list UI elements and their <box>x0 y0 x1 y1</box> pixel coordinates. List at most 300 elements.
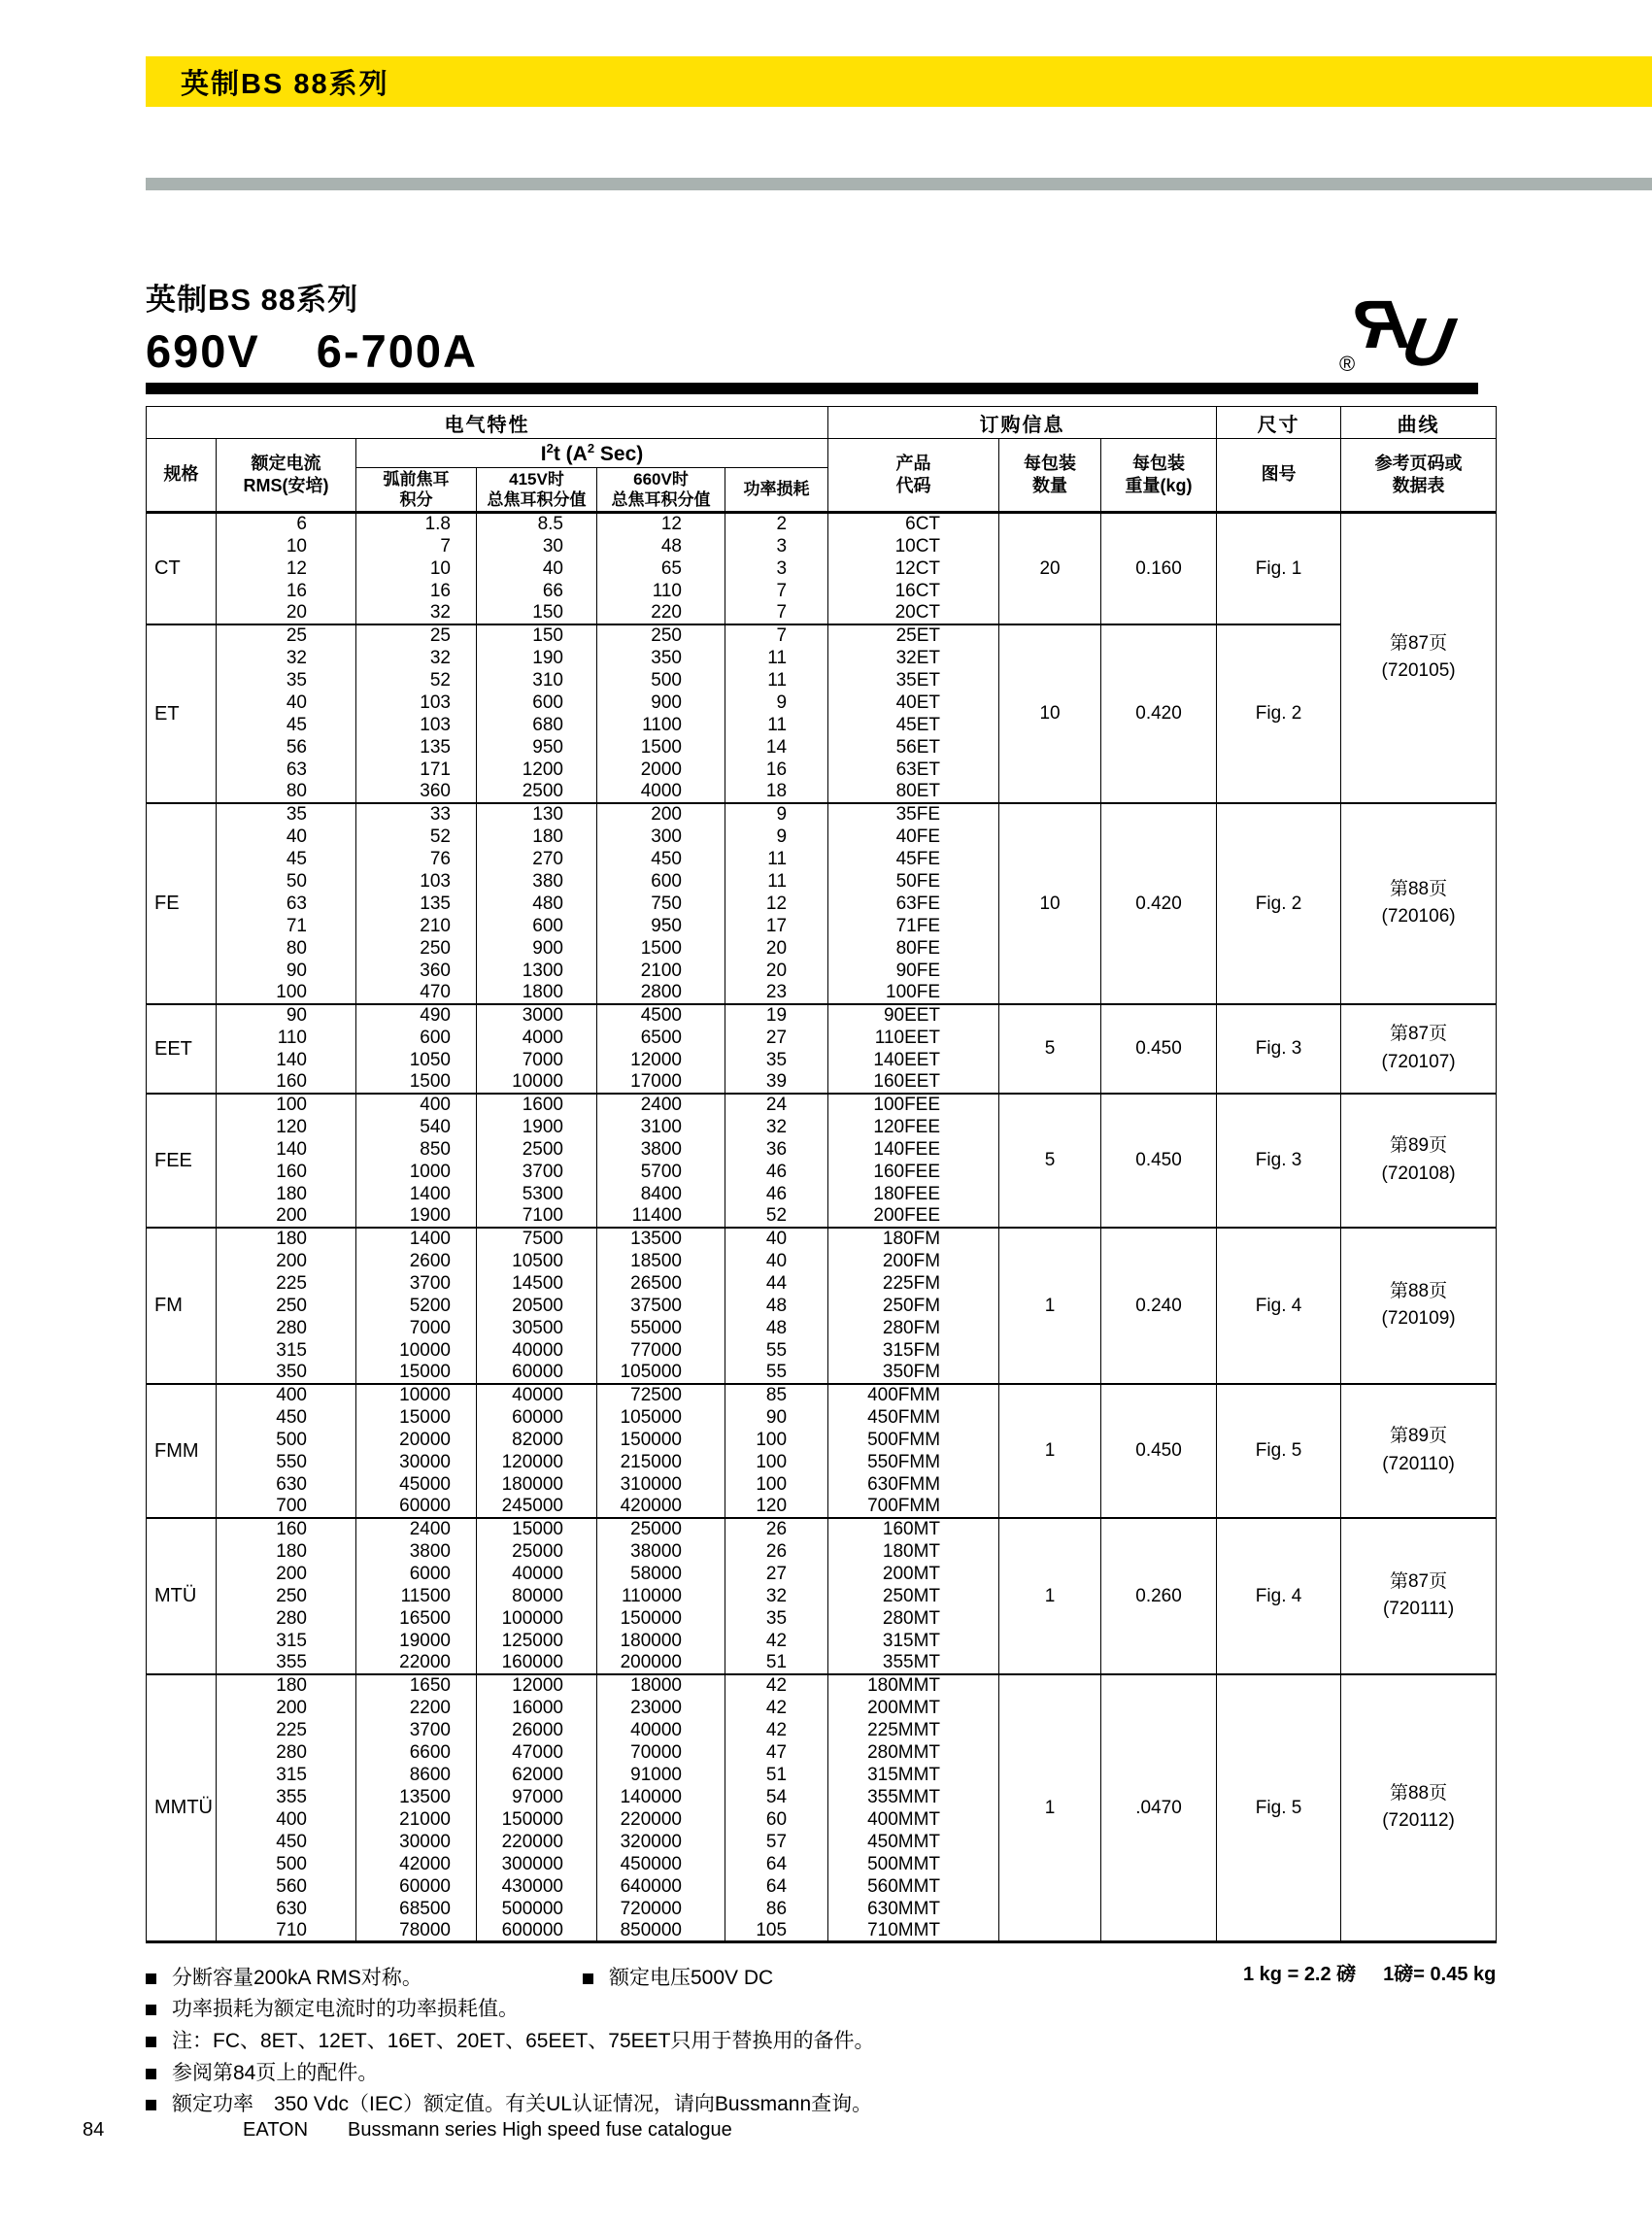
cell-rated-current: 110 <box>217 1027 356 1049</box>
cell-i2t-660v: 110000 <box>597 1585 725 1607</box>
cell-i2t-prearc: 15000 <box>356 1406 477 1429</box>
cell-i2t-660v: 105000 <box>597 1362 725 1384</box>
cell-i2t-prearc: 21000 <box>356 1808 477 1831</box>
cell-i2t-660v: 58000 <box>597 1563 725 1585</box>
cell-product-code: 450MMT <box>828 1831 999 1853</box>
cell-power-loss: 27 <box>725 1027 828 1049</box>
cell-i2t-prearc: 52 <box>356 826 477 848</box>
cell-i2t-660v: 8400 <box>597 1183 725 1205</box>
cell-figure: Fig. 2 <box>1217 624 1341 803</box>
cell-rated-current: 500 <box>217 1853 356 1875</box>
cell-product-code: 71FE <box>828 915 999 937</box>
cell-product-code: 80ET <box>828 781 999 803</box>
cell-rated-current: 450 <box>217 1831 356 1853</box>
cell-i2t-660v: 720000 <box>597 1898 725 1920</box>
cell-product-code: 700FMM <box>828 1496 999 1518</box>
cell-i2t-660v: 310000 <box>597 1473 725 1496</box>
table-row <box>147 1228 1497 1250</box>
cell-figure: Fig. 4 <box>1217 1518 1341 1674</box>
cell-product-code: 500FMM <box>828 1429 999 1451</box>
cell-product-code: 160FEE <box>828 1161 999 1183</box>
cell-i2t-415v: 12000 <box>477 1674 597 1697</box>
header-power-loss: 功率损耗 <box>725 468 828 513</box>
cell-product-code: 50FE <box>828 870 999 893</box>
table-row <box>147 1094 1497 1116</box>
cell-i2t-prearc: 6000 <box>356 1563 477 1585</box>
header-prearc-i2t: 弧前焦耳 积分 <box>356 468 477 513</box>
cell-i2t-prearc: 3700 <box>356 1272 477 1295</box>
cell-rated-current: 40 <box>217 826 356 848</box>
cell-spec-label: FEE <box>147 1094 217 1228</box>
cell-rated-current: 350 <box>217 1362 356 1384</box>
cell-i2t-prearc: 1500 <box>356 1071 477 1094</box>
cell-i2t-415v: 47000 <box>477 1741 597 1764</box>
cell-rated-current: 560 <box>217 1875 356 1898</box>
cell-i2t-415v: 600 <box>477 691 597 714</box>
cell-i2t-660v: 640000 <box>597 1875 725 1898</box>
cell-i2t-415v: 125000 <box>477 1630 597 1652</box>
cell-i2t-415v: 270 <box>477 848 597 870</box>
cell-product-code: 35ET <box>828 669 999 691</box>
cell-i2t-415v: 380 <box>477 870 597 893</box>
cell-rated-current: 280 <box>217 1317 356 1339</box>
cell-i2t-660v: 70000 <box>597 1741 725 1764</box>
cell-power-loss: 9 <box>725 691 828 714</box>
cell-product-code: 25ET <box>828 624 999 647</box>
cell-rated-current: 710 <box>217 1920 356 1942</box>
cell-i2t-415v: 600000 <box>477 1920 597 1942</box>
cell-rated-current: 450 <box>217 1406 356 1429</box>
cell-i2t-660v: 200 <box>597 803 725 826</box>
cell-i2t-660v: 13500 <box>597 1228 725 1250</box>
cell-i2t-415v: 15000 <box>477 1518 597 1540</box>
cell-rated-current: 700 <box>217 1496 356 1518</box>
cell-rated-current: 63 <box>217 759 356 781</box>
page-number: 84 <box>83 2119 105 2141</box>
cell-i2t-415v: 20500 <box>477 1295 597 1317</box>
cell-power-loss: 24 <box>725 1094 828 1116</box>
note-dc-rating: 额定功率 350 Vdc（IEC）额定值。有关UL认证情况，请向Bussmann查询。 <box>146 2088 872 2117</box>
cell-i2t-660v: 500 <box>597 669 725 691</box>
table-row <box>147 1004 1497 1027</box>
cell-i2t-prearc: 5200 <box>356 1295 477 1317</box>
cell-curve-ref: 第87页 (720105) <box>1341 513 1497 803</box>
cell-curve-ref: 第89页 (720110) <box>1341 1384 1497 1518</box>
cell-i2t-660v: 1500 <box>597 937 725 960</box>
cell-i2t-660v: 2800 <box>597 982 725 1004</box>
cell-power-loss: 42 <box>725 1674 828 1697</box>
cell-product-code: 225MMT <box>828 1719 999 1741</box>
cell-i2t-415v: 100000 <box>477 1607 597 1630</box>
cell-i2t-415v: 10000 <box>477 1071 597 1094</box>
cell-power-loss: 64 <box>725 1875 828 1898</box>
cell-package-qty: 20 <box>999 513 1101 624</box>
cell-product-code: 180MT <box>828 1540 999 1563</box>
cell-i2t-415v: 1300 <box>477 960 597 982</box>
cell-i2t-prearc: 103 <box>356 691 477 714</box>
note-kg-conversion: 1 kg = 2.2 磅 1磅= 0.45 kg <box>1243 1964 1497 1985</box>
cell-i2t-415v: 10500 <box>477 1250 597 1272</box>
cell-i2t-660v: 110 <box>597 580 725 602</box>
bullet-icon <box>146 2100 156 2110</box>
cell-i2t-prearc: 171 <box>356 759 477 781</box>
cell-i2t-prearc: 11500 <box>356 1585 477 1607</box>
cell-power-loss: 11 <box>725 647 828 669</box>
cell-product-code: 35FE <box>828 803 999 826</box>
cell-rated-current: 550 <box>217 1451 356 1473</box>
cell-product-code: 45FE <box>828 848 999 870</box>
cell-i2t-660v: 2000 <box>597 759 725 781</box>
cell-power-loss: 26 <box>725 1518 828 1540</box>
cell-rated-current: 71 <box>217 915 356 937</box>
voltage-rating: 690V <box>146 325 260 377</box>
cell-product-code: 630FMM <box>828 1473 999 1496</box>
cell-power-loss: 47 <box>725 1741 828 1764</box>
cell-i2t-415v: 150 <box>477 624 597 647</box>
cell-product-code: 315MT <box>828 1630 999 1652</box>
cell-rated-current: 250 <box>217 1585 356 1607</box>
cell-power-loss: 44 <box>725 1272 828 1295</box>
cell-spec-label: EET <box>147 1004 217 1094</box>
current-range: 6-700A <box>316 325 478 377</box>
cell-curve-ref: 第89页 (720108) <box>1341 1094 1497 1228</box>
cell-rated-current: 45 <box>217 714 356 736</box>
cell-figure: Fig. 5 <box>1217 1674 1341 1942</box>
footer-catalogue-title: Bussmann series High speed fuse catalogue <box>348 2119 732 2141</box>
cell-power-loss: 11 <box>725 714 828 736</box>
cell-rated-current: 32 <box>217 647 356 669</box>
cell-i2t-415v: 150 <box>477 602 597 624</box>
cell-product-code: 280FM <box>828 1317 999 1339</box>
cell-i2t-660v: 37500 <box>597 1295 725 1317</box>
cell-i2t-415v: 25000 <box>477 1540 597 1563</box>
table-row <box>147 1674 1497 1697</box>
cell-product-code: 100FEE <box>828 1094 999 1116</box>
table-row <box>147 803 1497 826</box>
cell-i2t-415v: 4000 <box>477 1027 597 1049</box>
cell-rated-current: 90 <box>217 1004 356 1027</box>
cell-product-code: 200FEE <box>828 1205 999 1228</box>
cell-i2t-prearc: 1650 <box>356 1674 477 1697</box>
cell-power-loss: 46 <box>725 1161 828 1183</box>
cell-figure: Fig. 1 <box>1217 513 1341 624</box>
cell-i2t-660v: 450000 <box>597 1853 725 1875</box>
cell-i2t-415v: 82000 <box>477 1429 597 1451</box>
cell-i2t-415v: 8.5 <box>477 513 597 535</box>
cell-i2t-660v: 150000 <box>597 1607 725 1630</box>
cell-i2t-415v: 1900 <box>477 1116 597 1138</box>
cell-spec-label: MTÜ <box>147 1518 217 1674</box>
cell-rated-current: 160 <box>217 1161 356 1183</box>
cell-spec-label: FMM <box>147 1384 217 1518</box>
cell-rated-current: 80 <box>217 781 356 803</box>
cell-power-loss: 90 <box>725 1406 828 1429</box>
cell-i2t-prearc: 22000 <box>356 1652 477 1674</box>
cell-i2t-660v: 1500 <box>597 736 725 759</box>
cell-i2t-prearc: 42000 <box>356 1853 477 1875</box>
cell-curve-ref: 第88页 (720106) <box>1341 803 1497 1004</box>
cell-product-code: 180FEE <box>828 1183 999 1205</box>
cell-i2t-prearc: 1000 <box>356 1161 477 1183</box>
cell-product-code: 45ET <box>828 714 999 736</box>
cell-rated-current: 225 <box>217 1272 356 1295</box>
cell-i2t-660v: 350 <box>597 647 725 669</box>
cell-rated-current: 20 <box>217 602 356 624</box>
cell-i2t-415v: 40000 <box>477 1384 597 1406</box>
cell-i2t-660v: 950 <box>597 915 725 937</box>
bullet-icon <box>146 2069 156 2079</box>
cell-i2t-415v: 2500 <box>477 1138 597 1161</box>
cell-rated-current: 200 <box>217 1563 356 1585</box>
cell-rated-current: 10 <box>217 535 356 557</box>
cell-product-code: 315MMT <box>828 1764 999 1786</box>
cell-power-loss: 11 <box>725 669 828 691</box>
cell-product-code: 90EET <box>828 1004 999 1027</box>
cell-i2t-660v: 200000 <box>597 1652 725 1674</box>
cell-i2t-415v: 26000 <box>477 1719 597 1741</box>
cell-rated-current: 140 <box>217 1138 356 1161</box>
cell-i2t-660v: 850000 <box>597 1920 725 1942</box>
cell-power-loss: 32 <box>725 1585 828 1607</box>
registered-mark: ® <box>1339 352 1356 376</box>
cell-i2t-prearc: 1400 <box>356 1228 477 1250</box>
cell-power-loss: 51 <box>725 1652 828 1674</box>
series-title: 英制BS 88系列 <box>146 283 359 317</box>
cell-i2t-prearc: 1900 <box>356 1205 477 1228</box>
cell-power-loss: 3 <box>725 557 828 580</box>
cell-rated-current: 140 <box>217 1049 356 1071</box>
cell-i2t-415v: 30500 <box>477 1317 597 1339</box>
cell-power-loss: 26 <box>725 1540 828 1563</box>
cell-i2t-415v: 160000 <box>477 1652 597 1674</box>
cell-i2t-prearc: 135 <box>356 893 477 915</box>
cell-product-code: 200FM <box>828 1250 999 1272</box>
cell-package-qty: 5 <box>999 1094 1101 1228</box>
cell-power-loss: 11 <box>725 848 828 870</box>
cell-spec-label: MMTÜ <box>147 1674 217 1942</box>
fuse-table-header <box>147 407 1497 513</box>
cell-product-code: 6CT <box>828 513 999 535</box>
cell-product-code: 630MMT <box>828 1898 999 1920</box>
cell-package-qty: 5 <box>999 1004 1101 1094</box>
note-accessories: 参阅第84页上的配件。 <box>146 2057 378 2086</box>
cell-i2t-660v: 65 <box>597 557 725 580</box>
cell-i2t-prearc: 10000 <box>356 1339 477 1362</box>
cell-i2t-660v: 220000 <box>597 1808 725 1831</box>
cell-package-qty: 1 <box>999 1228 1101 1384</box>
cell-package-qty: 1 <box>999 1674 1101 1942</box>
cell-i2t-660v: 18500 <box>597 1250 725 1272</box>
cell-power-loss: 36 <box>725 1138 828 1161</box>
cell-i2t-prearc: 3700 <box>356 1719 477 1741</box>
cell-package-weight: 0.260 <box>1101 1518 1217 1674</box>
cell-i2t-660v: 25000 <box>597 1518 725 1540</box>
cell-product-code: 180FM <box>828 1228 999 1250</box>
cell-power-loss: 11 <box>725 870 828 893</box>
cell-power-loss: 52 <box>725 1205 828 1228</box>
cell-product-code: 200MMT <box>828 1697 999 1719</box>
cell-product-code: 400MMT <box>828 1808 999 1831</box>
cell-i2t-415v: 14500 <box>477 1272 597 1295</box>
header-total-i2t-660v: 660V时 总焦耳积分值 <box>597 468 725 513</box>
cell-product-code: 350FM <box>828 1362 999 1384</box>
cell-product-code: 355MMT <box>828 1786 999 1808</box>
cell-power-loss: 54 <box>725 1786 828 1808</box>
cell-package-qty: 10 <box>999 803 1101 1004</box>
cell-power-loss: 2 <box>725 513 828 535</box>
cell-power-loss: 100 <box>725 1451 828 1473</box>
cell-product-code: 355MT <box>828 1652 999 1674</box>
cell-product-code: 140EET <box>828 1049 999 1071</box>
cell-figure: Fig. 5 <box>1217 1384 1341 1518</box>
cell-package-weight: 0.420 <box>1101 803 1217 1004</box>
cell-rated-current: 160 <box>217 1518 356 1540</box>
note-power-loss: 功率损耗为额定电流时的功率损耗值。 <box>146 1993 519 2022</box>
cell-power-loss: 9 <box>725 826 828 848</box>
header-product-code: 产品 代码 <box>828 439 999 513</box>
cell-i2t-prearc: 60000 <box>356 1875 477 1898</box>
cell-rated-current: 90 <box>217 960 356 982</box>
cell-i2t-660v: 2400 <box>597 1094 725 1116</box>
cell-rated-current: 16 <box>217 580 356 602</box>
cell-power-loss: 100 <box>725 1429 828 1451</box>
header-figure: 图号 <box>1217 439 1341 513</box>
cell-product-code: 280MMT <box>828 1741 999 1764</box>
cell-rated-current: 630 <box>217 1473 356 1496</box>
cell-product-code: 315FM <box>828 1339 999 1362</box>
cell-power-loss: 7 <box>725 624 828 647</box>
cell-product-code: 500MMT <box>828 1853 999 1875</box>
cell-power-loss: 40 <box>725 1250 828 1272</box>
cell-i2t-660v: 12000 <box>597 1049 725 1071</box>
cell-package-weight: 0.420 <box>1101 624 1217 803</box>
cell-i2t-prearc: 45000 <box>356 1473 477 1496</box>
cell-i2t-415v: 2500 <box>477 781 597 803</box>
cell-rated-current: 630 <box>217 1898 356 1920</box>
cell-i2t-prearc: 76 <box>356 848 477 870</box>
cell-package-weight: 0.160 <box>1101 513 1217 624</box>
header-curve-ref: 参考页码或 数据表 <box>1341 439 1497 513</box>
cell-figure: Fig. 3 <box>1217 1004 1341 1094</box>
cell-i2t-prearc: 60000 <box>356 1496 477 1518</box>
cell-i2t-prearc: 3800 <box>356 1540 477 1563</box>
cell-rated-current: 355 <box>217 1786 356 1808</box>
cell-i2t-660v: 750 <box>597 893 725 915</box>
cell-i2t-660v: 3100 <box>597 1116 725 1138</box>
cell-i2t-415v: 1600 <box>477 1094 597 1116</box>
cell-i2t-660v: 215000 <box>597 1451 725 1473</box>
cell-i2t-660v: 1100 <box>597 714 725 736</box>
cell-i2t-415v: 950 <box>477 736 597 759</box>
cell-i2t-415v: 430000 <box>477 1875 597 1898</box>
header-package-weight: 每包装 重量(kg) <box>1101 439 1217 513</box>
table-row <box>147 1384 1497 1406</box>
cell-i2t-415v: 80000 <box>477 1585 597 1607</box>
cell-rated-current: 100 <box>217 982 356 1004</box>
cell-product-code: 40FE <box>828 826 999 848</box>
cell-spec-label: FM <box>147 1228 217 1384</box>
cell-package-weight: .0470 <box>1101 1674 1217 1942</box>
cell-power-loss: 42 <box>725 1719 828 1741</box>
cell-power-loss: 48 <box>725 1295 828 1317</box>
cell-i2t-415v: 7500 <box>477 1228 597 1250</box>
cell-package-weight: 0.240 <box>1101 1228 1217 1384</box>
cell-rated-current: 315 <box>217 1339 356 1362</box>
cell-i2t-prearc: 400 <box>356 1094 477 1116</box>
cell-power-loss: 20 <box>725 937 828 960</box>
cell-package-qty: 1 <box>999 1518 1101 1674</box>
cell-i2t-415v: 60000 <box>477 1406 597 1429</box>
cell-power-loss: 46 <box>725 1183 828 1205</box>
cell-power-loss: 86 <box>725 1898 828 1920</box>
cell-product-code: 710MMT <box>828 1920 999 1942</box>
cell-i2t-415v: 220000 <box>477 1831 597 1853</box>
cell-product-code: 160EET <box>828 1071 999 1094</box>
cell-i2t-prearc: 78000 <box>356 1920 477 1942</box>
cell-power-loss: 55 <box>725 1362 828 1384</box>
cell-i2t-660v: 11400 <box>597 1205 725 1228</box>
cell-product-code: 32ET <box>828 647 999 669</box>
cell-package-qty: 1 <box>999 1384 1101 1518</box>
note-replacement-parts: 注：FC、8ET、12ET、16ET、20ET、65EET、75EET只用于替换用的备件。 <box>146 2025 874 2054</box>
cell-i2t-660v: 5700 <box>597 1161 725 1183</box>
cell-power-loss: 23 <box>725 982 828 1004</box>
cell-i2t-prearc: 16500 <box>356 1607 477 1630</box>
cell-i2t-660v: 220 <box>597 602 725 624</box>
cell-i2t-prearc: 850 <box>356 1138 477 1161</box>
cell-i2t-prearc: 250 <box>356 937 477 960</box>
cell-power-loss: 18 <box>725 781 828 803</box>
cell-i2t-prearc: 16 <box>356 580 477 602</box>
cell-i2t-660v: 55000 <box>597 1317 725 1339</box>
cell-i2t-415v: 300000 <box>477 1853 597 1875</box>
cell-i2t-415v: 600 <box>477 915 597 937</box>
table-row <box>147 513 1497 535</box>
cell-i2t-415v: 190 <box>477 647 597 669</box>
cell-figure: Fig. 4 <box>1217 1228 1341 1384</box>
cell-power-loss: 16 <box>725 759 828 781</box>
cell-rated-current: 40 <box>217 691 356 714</box>
cell-rated-current: 50 <box>217 870 356 893</box>
cell-rated-current: 12 <box>217 557 356 580</box>
header-electrical: 电气特性 <box>147 407 828 439</box>
cell-rated-current: 250 <box>217 1295 356 1317</box>
page-heading <box>146 275 478 378</box>
cell-i2t-415v: 60000 <box>477 1362 597 1384</box>
cell-i2t-415v: 66 <box>477 580 597 602</box>
cell-i2t-660v: 250 <box>597 624 725 647</box>
note-dc-voltage: 额定电压500V DC <box>583 1962 773 1991</box>
cell-i2t-660v: 420000 <box>597 1496 725 1518</box>
bullet-icon <box>583 1973 593 1984</box>
cell-i2t-660v: 72500 <box>597 1384 725 1406</box>
cell-power-loss: 3 <box>725 535 828 557</box>
bullet-icon <box>146 2005 156 2015</box>
cell-i2t-prearc: 52 <box>356 669 477 691</box>
cell-i2t-prearc: 20000 <box>356 1429 477 1451</box>
cell-rated-current: 200 <box>217 1205 356 1228</box>
heading-rule <box>146 383 1478 394</box>
cell-rated-current: 400 <box>217 1808 356 1831</box>
cell-rated-current: 225 <box>217 1719 356 1741</box>
cell-power-loss: 105 <box>725 1920 828 1942</box>
table-row <box>147 1518 1497 1540</box>
bullet-icon <box>146 1973 156 1984</box>
cell-power-loss: 35 <box>725 1607 828 1630</box>
cell-i2t-660v: 140000 <box>597 1786 725 1808</box>
bullet-icon <box>146 2037 156 2047</box>
cell-i2t-prearc: 32 <box>356 602 477 624</box>
